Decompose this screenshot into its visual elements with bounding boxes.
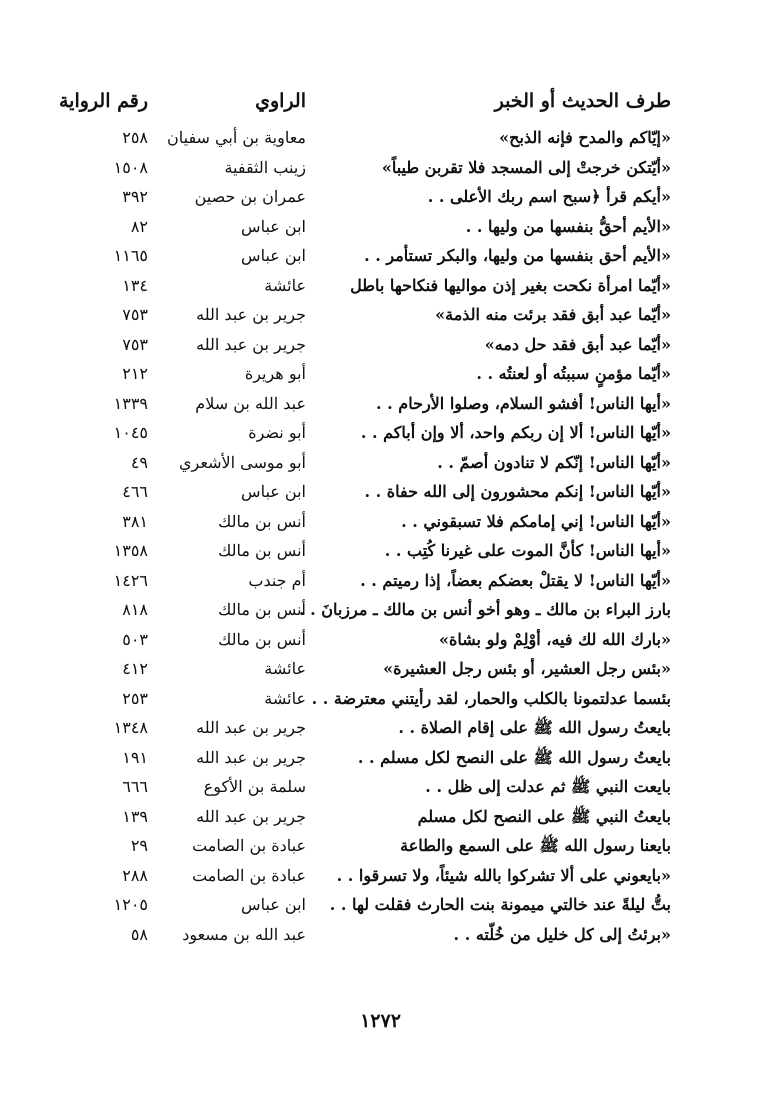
narration-number: ١٩١ (122, 747, 148, 767)
narration-number: ٤٩ (130, 452, 148, 472)
narration-number: ١١٦٥ (113, 246, 148, 265)
hadith-text: بئسما عدلتمونا بالكلب والحمار، لقد رأيتني معترضة . . (311, 688, 671, 708)
narration-number: ٣٩٢ (122, 187, 148, 206)
header-hadith: طرف الحديث أو الخبر (494, 90, 671, 112)
table-row (0, 182, 761, 212)
table-row (0, 389, 761, 419)
hadith-text: بايعتُ النبي ﷺ على النصح لكل مسلم (417, 806, 671, 826)
narrator-name: عبد الله بن مسعود (182, 924, 306, 944)
narrator-name: عائشة (264, 659, 306, 678)
narrator-name: جرير بن عبد الله (196, 334, 306, 354)
table-row (0, 241, 761, 271)
table-row (0, 802, 761, 832)
hadith-text: «برئتُ إلى كل خليل من خُلّته . . (453, 924, 671, 944)
narrator-name: أنس بن مالك (218, 629, 306, 649)
narrator-name: أم جندب (248, 570, 306, 590)
narration-number: ٤٦٦ (122, 482, 148, 501)
hadith-text: بايعنا رسول الله ﷺ على السمع والطاعة (400, 836, 671, 855)
hadith-text: بايعتُ رسول الله ﷺ على النصح لكل مسلم . . (357, 747, 671, 767)
table-row (0, 330, 761, 360)
table-row (0, 359, 761, 389)
narrator-name: عائشة (264, 688, 306, 708)
table-row (0, 743, 761, 773)
table-row (0, 595, 761, 625)
hadith-text: «أيّها الناس! إني إمامكم فلا تسبقوني . . (401, 511, 671, 531)
table-row (0, 920, 761, 950)
hadith-text: «أيّما عبد أبق فقد حل دمه» (484, 334, 671, 354)
narrator-name: جرير بن عبد الله (196, 718, 306, 737)
hadith-text: «أيّها الناس! ألا إن ربكم واحد، ألا وإن أباكم . . (360, 423, 671, 442)
table-row (0, 507, 761, 537)
narrator-name: جرير بن عبد الله (196, 806, 306, 826)
table-row (0, 625, 761, 655)
narrator-name: أبو هريرة (244, 364, 306, 383)
hadith-text: «أيها الناس! كأنَّ الموت على غيرنا كُتِب . . (384, 541, 671, 560)
hadith-text: «أيّما عبد أبق فقد برئت منه الذمة» (435, 305, 671, 324)
table-row (0, 418, 761, 448)
table-row (0, 831, 761, 861)
narration-number: ١٣٥٨ (113, 541, 148, 560)
hadith-text: «أيّما امرأة نكحت بغير إذن مواليها فنكاحها باطل (350, 275, 671, 295)
table-header (0, 84, 761, 118)
table-row (0, 861, 761, 891)
header-narrator: الراوي (255, 90, 306, 112)
narrator-name: عبادة بن الصامت (192, 865, 306, 885)
narration-number: ١٣٩ (122, 806, 148, 826)
table-row (0, 654, 761, 684)
narrator-name: أنس بن مالك (218, 600, 306, 619)
narration-number: ٣٨١ (122, 511, 148, 531)
hadith-text: «أيّما مؤمنٍ سببتُه أو لعنتُه . . (476, 364, 671, 383)
narration-number: ١٠٤٥ (113, 423, 148, 442)
narrator-name: أنس بن مالك (218, 541, 306, 560)
index-table-body (0, 123, 761, 949)
table-row (0, 536, 761, 566)
table-row (0, 713, 761, 743)
narration-number: ١٢٠٥ (113, 895, 148, 914)
narration-number: ٧٥٣ (122, 305, 148, 324)
narrator-name: جرير بن عبد الله (196, 305, 306, 324)
table-row (0, 684, 761, 714)
hadith-text: «أيّتكن خرجتْ إلى المسجد فلا تقربن طيباً» (381, 157, 671, 177)
narration-number: ٢١٢ (122, 364, 148, 383)
narrator-name: ابن عباس (241, 216, 306, 236)
hadith-text: «الأيم أحقُّ بنفسها من وليها . . (465, 216, 671, 236)
hadith-text: بايعت النبي ﷺ ثم عدلت إلى ظل . . (425, 777, 671, 796)
hadith-text: «بئس رجل العشير، أو بئس رجل العشيرة» (383, 659, 671, 678)
narrator-name: عائشة (264, 275, 306, 295)
narrator-name: معاوية بن أبي سفيان (167, 128, 306, 147)
hadith-text: «بارك الله لك فيه، أوْلِمْ ولو بشاة» (439, 629, 671, 649)
hadith-text: «أيكم قرأ ﴿سبح اسم ربك الأعلى . . (427, 187, 671, 206)
table-row (0, 890, 761, 920)
narration-number: ٢٩ (130, 836, 148, 855)
hadith-text: بارز البراء بن مالك ـ وهو أخو أنس بن مالك ـ مرزبانَ . . (298, 600, 671, 619)
narrator-name: سلمة بن الأكوع (203, 777, 306, 796)
narration-number: ١٥٠٨ (113, 157, 148, 177)
narrator-name: ابن عباس (241, 895, 306, 914)
hadith-text: «بايعوني على ألا تشركوا بالله شيئاً، ولا تسرقوا . . (336, 865, 671, 885)
hadith-text: «إيّاكم والمدح فإنه الذبح» (499, 128, 671, 147)
narrator-name: ابن عباس (241, 246, 306, 265)
narration-number: ٢٥٨ (122, 128, 148, 147)
narrator-name: عمران بن حصين (194, 187, 306, 206)
table-row (0, 123, 761, 153)
header-number: رقم الرواية (59, 90, 148, 112)
narration-number: ١٣٤٨ (113, 718, 148, 737)
hadith-text: «أيها الناس! أفشو السلام، وصلوا الأرحام . . (376, 393, 671, 413)
narration-number: ٥٠٣ (122, 629, 148, 649)
narrator-name: عبد الله بن سلام (195, 393, 306, 413)
hadith-text: بتُّ ليلةً عند خالتي ميمونة بنت الحارث فقلت لها . . (329, 895, 671, 914)
narrator-name: ابن عباس (241, 482, 306, 501)
table-row (0, 300, 761, 330)
narration-number: ٤١٢ (122, 659, 148, 678)
narration-number: ٨١٨ (122, 600, 148, 619)
hadith-text: بايعتُ رسول الله ﷺ على إقام الصلاة . . (398, 718, 671, 737)
narration-number: ١٤٢٦ (113, 570, 148, 590)
hadith-text: «أيّها الناس! إنّكم لا تنادون أصمّ . . (437, 452, 671, 472)
table-row (0, 212, 761, 242)
narrator-name: زينب الثقفية (224, 157, 306, 177)
table-row (0, 772, 761, 802)
narration-number: ١٣٤ (122, 275, 148, 295)
narrator-name: أبو موسى الأشعري (179, 452, 306, 472)
narration-number: ٧٥٣ (122, 334, 148, 354)
narration-number: ١٣٣٩ (113, 393, 148, 413)
narration-number: ٥٨ (130, 924, 148, 944)
table-row (0, 153, 761, 183)
hadith-text: «الأيم أحق بنفسها من وليها، والبكر تستأمر . . (364, 246, 671, 265)
narrator-name: جرير بن عبد الله (196, 747, 306, 767)
hadith-text: «أيّها الناس! لا يقتلْ بعضكم بعضاً، إذا رميتم . . (360, 570, 671, 590)
narration-number: ٨٢ (130, 216, 148, 236)
narrator-name: عبادة بن الصامت (192, 836, 306, 855)
table-row (0, 271, 761, 301)
narrator-name: أبو نضرة (248, 423, 306, 442)
page-number: ١٢٧٢ (360, 1010, 401, 1032)
table-row (0, 477, 761, 507)
table-row (0, 566, 761, 596)
table-row (0, 448, 761, 478)
narrator-name: أنس بن مالك (218, 511, 306, 531)
narration-number: ٦٦٦ (122, 777, 148, 796)
narration-number: ٢٨٨ (122, 865, 148, 885)
narration-number: ٢٥٣ (122, 688, 148, 708)
hadith-text: «أيّها الناس! إنكم محشورون إلى الله حفاة . . (364, 482, 671, 501)
